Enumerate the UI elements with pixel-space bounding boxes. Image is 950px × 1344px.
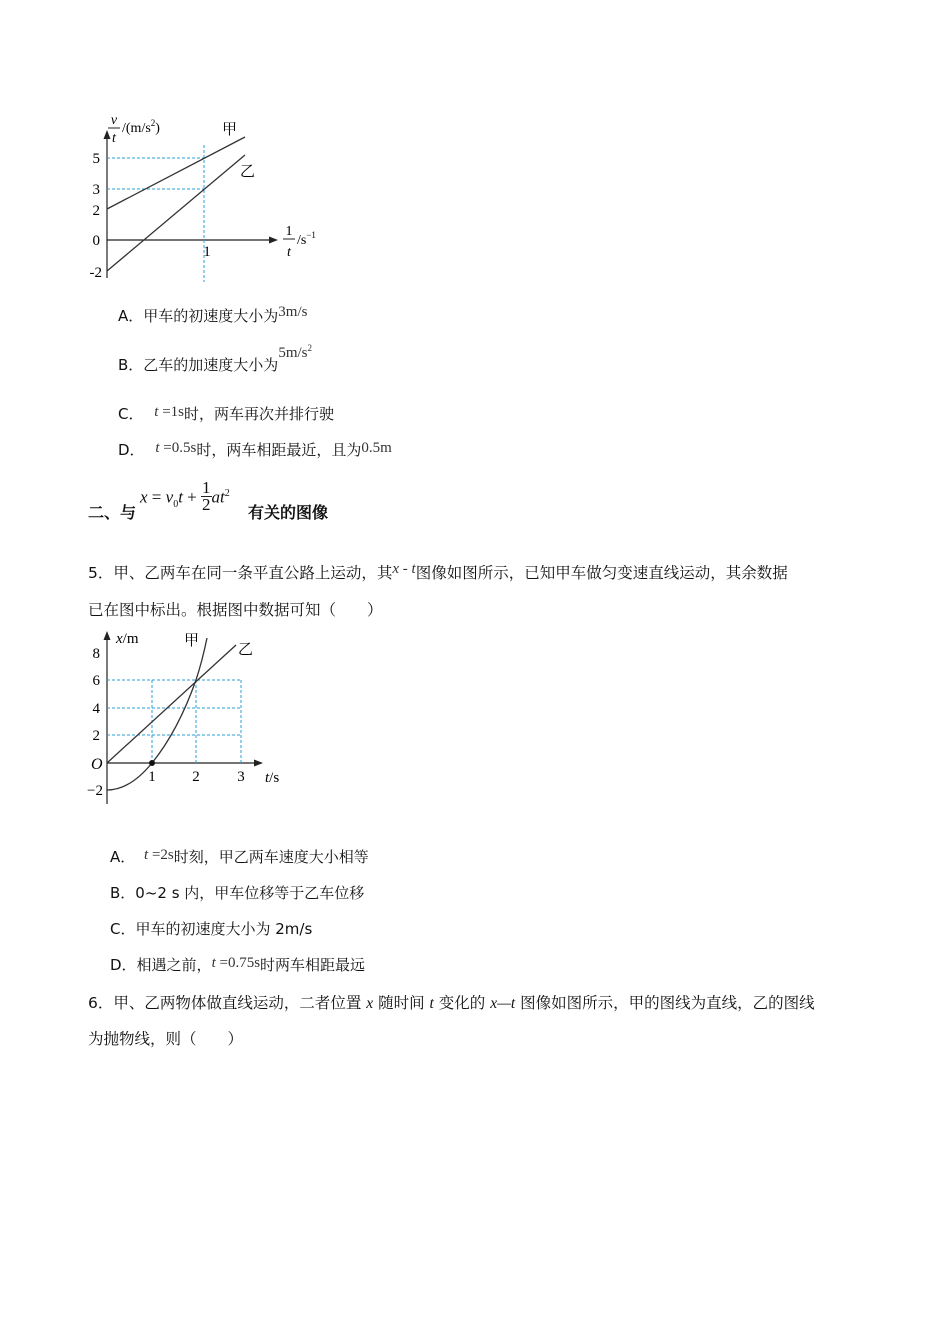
q5-stem-line1: 5．甲、乙两车在同一条平直公路上运动，其x - t图像如图所示，已知甲车做匀变速直线运动，其余数据 (88, 561, 788, 582)
graph2-ytick-6: 6 (92, 673, 100, 689)
graph1-ytick-0: 0 (92, 233, 100, 249)
graph2-y-label: x/m (116, 631, 139, 647)
graph2-xtick-2: 2 (192, 769, 200, 785)
graph2-ytick-2: 2 (92, 728, 100, 744)
graph1-xtick-1: 1 (203, 244, 211, 260)
graph1-x-label-unit: $/s^{-1}$ (297, 230, 316, 248)
graph1-ytick-neg2: -2 (89, 265, 102, 281)
section-2-prefix: 二、与 (88, 503, 137, 522)
graph1-y-label-unit: $/(m/s^2)$ (122, 118, 160, 136)
q4-option-d[interactable]: D． t =0.5s时，两车相距最近，且为0.5m (118, 440, 392, 459)
graph1-y-axis-arrow (104, 130, 111, 139)
graph1-label-yi: 乙 (240, 164, 256, 180)
graph1-label-jia: 甲 (222, 122, 238, 138)
graph2-label-yi: 乙 (238, 642, 254, 658)
graph2-curve-jia (107, 638, 207, 790)
graph1-x-label-num: 1 (285, 224, 293, 239)
section-2-suffix: 有关的图像 (248, 503, 329, 522)
graph2-line-yi (107, 645, 236, 763)
q6-stem-line1: 6．甲、乙两物体做直线运动，二者位置 x 随时间 t 变化的 x—t 图像如图所示，甲的图线为直线，乙的图线 (88, 994, 815, 1012)
graph2-xtick-1: 1 (148, 769, 156, 785)
graph2-ytick-4: 4 (92, 701, 100, 717)
graph1-ytick-3: 3 (92, 182, 100, 198)
graph1-y-label-den: t (112, 131, 116, 146)
graph-xt (80, 624, 300, 809)
section-2-formula: $x = v_0t$ + $\frac{1}{2}$ $at^2$ (140, 478, 230, 514)
graph1-y-label-num: v (110, 113, 118, 128)
graph2-ytick-neg2: −2 (87, 783, 103, 799)
graph2-ytick-8: 8 (92, 646, 100, 662)
q4-option-b[interactable]: B．乙车的加速度大小为$5m/s^2$ (118, 343, 312, 374)
graph2-x-label: t/s (265, 770, 280, 786)
graph2-xtick-3: 3 (237, 769, 245, 785)
graph2-point-t1 (149, 760, 155, 766)
q5-stem-line2: 已在图中标出。根据图中数据可知（ ） (88, 601, 383, 619)
q5-option-a[interactable]: A． t =2s时刻，甲乙两车速度大小相等 (110, 847, 369, 866)
q6-stem-line2: 为抛物线，则（ ） (88, 1030, 244, 1048)
graph2-y-axis-arrow (104, 631, 111, 640)
graph1-x-axis-arrow (269, 237, 278, 244)
q5-option-c[interactable]: C．甲车的初速度大小为 2m/s (110, 920, 313, 938)
q4-option-a[interactable]: A．甲车的初速度大小为3m/s (118, 304, 308, 325)
q4-option-c[interactable]: C． t =1s时，两车再次并排行驶 (118, 404, 334, 423)
graph2-x-axis-arrow (254, 760, 263, 767)
graph2-dashed-grid (107, 680, 241, 763)
q5-option-b[interactable]: B．0~2 s 内，甲车位移等于乙车位移 (110, 884, 365, 902)
graph2-origin: O (91, 756, 103, 773)
graph1-x-label-den: t (287, 245, 291, 260)
graph1-ytick-5: 5 (92, 151, 100, 167)
graph1-ytick-2: 2 (92, 203, 100, 219)
graph2-label-jia: 甲 (184, 633, 200, 649)
q5-option-d[interactable]: D．相遇之前，t =0.75s时两车相距最远 (110, 955, 366, 974)
graph-vt-inverse-t (80, 110, 340, 285)
